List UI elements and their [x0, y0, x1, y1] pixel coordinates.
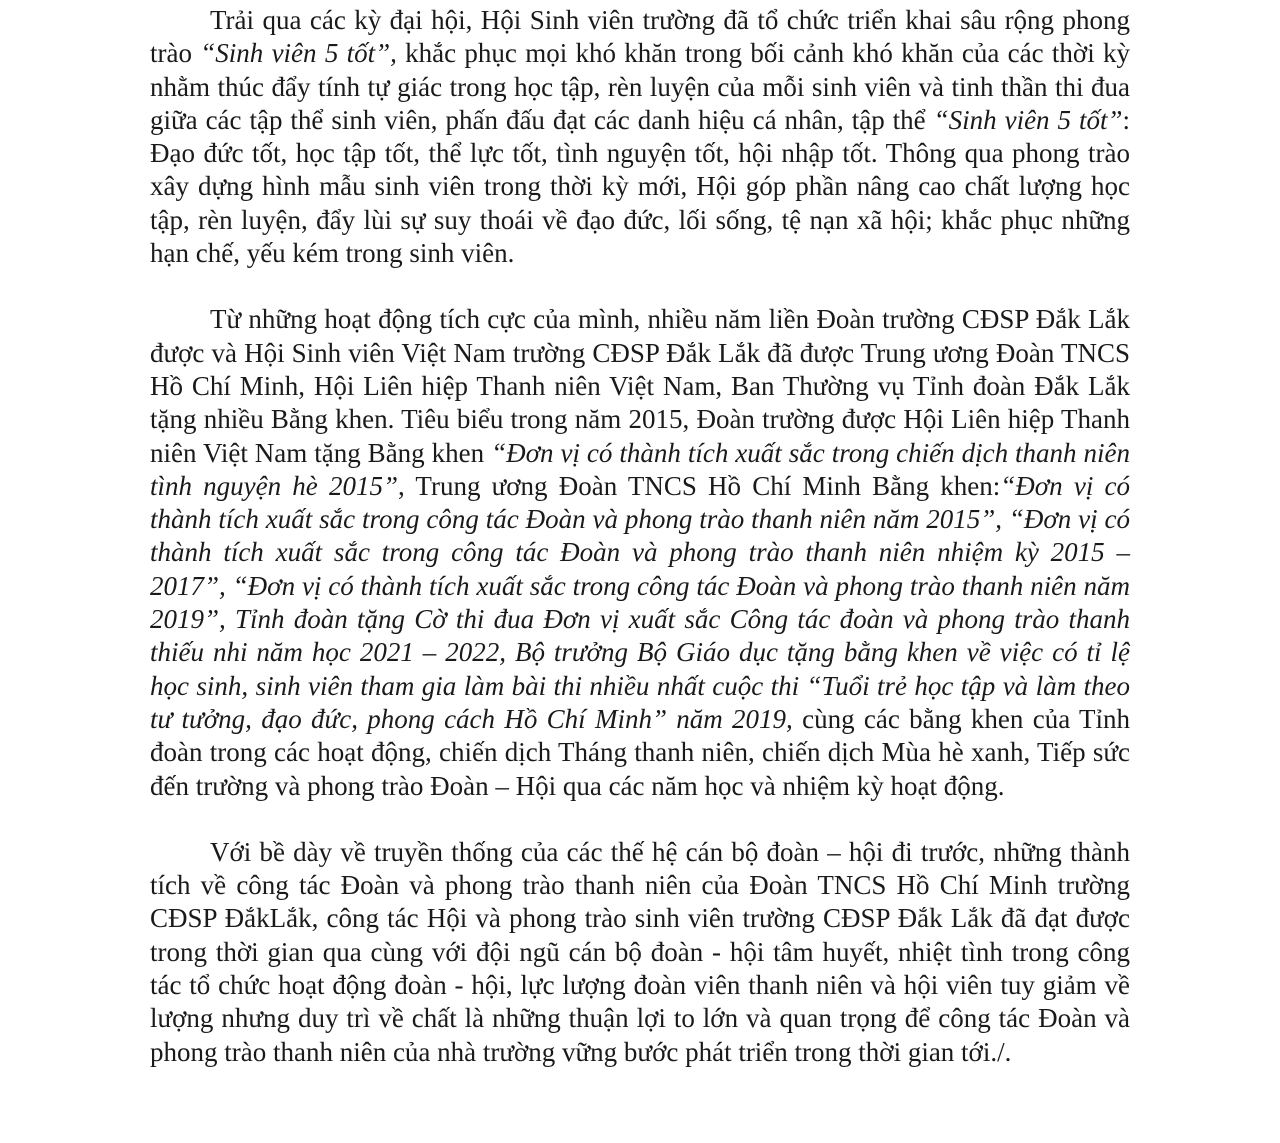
italic-text-segment: “Sinh viên 5 tốt”, [200, 38, 397, 69]
text-segment: Với bề dày về truyền thống của các thế hệ cán bộ đoàn – hội đi trước, những thành tích về công tác Đoàn và phong trào thanh niên của Đoàn TNCS Hồ Chí Minh trường CĐSP ĐắkLắk, công tác Hội và phong trào sinh viên trường CĐSP Đắk Lắk đã đạt được trong thời gian qua cùng với đội ngũ cán bộ đoàn - hội tâm huyết, nhiệt tình trong công tác tổ chức hoạt động đoàn - hội, lực lượng đoàn viên thanh niên và hội viên tuy giảm về lượng nhưng duy trì về chất là những thuận lợi to lớn và quan trọng để công tác Đoàn và phong trào thanh niên của nhà trường vững bước phát triển trong thời gian tới./. [150, 836, 1130, 1067]
italic-text-segment: “Đơn vị có thành tích xuất sắc trong chiến dịch thanh niên tình nguyện hè 2015” [150, 437, 1130, 501]
text-segment: cùng các bằng khen của Tỉnh đoàn trong các hoạt động, chiến dịch Tháng thanh niên, chiến dịch Mùa hè xanh, Tiếp sức đến trường và phong trào Đoàn – Hội qua các năm học và nhiệm kỳ hoạt động. [150, 703, 1130, 801]
text-segment: , Trung ương Đoàn TNCS Hồ Chí Minh Bằng khen: [397, 470, 1001, 501]
text-segment: : Đạo đức tốt, học tập tốt, thể lực tốt, tình nguyện tốt, hội nhập tốt. Thông qua phong trào xây dựng hình mẫu sinh viên trong thời kỳ mới, Hội góp phần nâng cao chất lượng học tập, rèn luyện, đẩy lùi sự suy thoái về đạo đức, lối sống, tệ nạn xã hội; khắc phục những hạn chế, yếu kém trong sinh viên. [150, 104, 1130, 269]
paragraph-2 [150, 303, 1130, 802]
paragraph-1 [150, 4, 1130, 270]
italic-text-segment: “Đơn vị có thành tích xuất sắc trong công tác Đoàn và phong trào thanh niên năm 2015”, “Đơn vị có thành tích xuất sắc trong công tác Đoàn và phong trào thanh niên nhiệm kỳ 2015 – 2017”, “Đơn vị có thành tích xuất sắc trong công tác Đoàn và phong trào thanh niên năm 2019”, Tỉnh đoàn tặng Cờ thi đua Đơn vị xuất sắc Công tác đoàn và phong trào thanh thiếu nhi năm học 2021 – 2022, Bộ trưởng Bộ Giáo dục tặng bằng khen về việc có tỉ lệ học sinh, sinh viên tham gia làm bài thi nhiều nhất cuộc thi “Tuổi trẻ học tập và làm theo tư tưởng, đạo đức, phong cách Hồ Chí Minh” năm 2019, [150, 470, 1130, 734]
paragraph-3 [150, 836, 1130, 1069]
italic-text-segment: “Sinh viên 5 tốt” [933, 104, 1123, 135]
text-segment: Trải qua các kỳ đại hội, Hội Sinh viên trường đã tổ chức triển khai sâu rộng phong trào [150, 5, 1130, 69]
document-page [150, 4, 1130, 1069]
text-segment: Từ những hoạt động tích cực của mình, nhiều năm liền Đoàn trường CĐSP Đắk Lắk được và Hội Sinh viên Việt Nam trường CĐSP Đắk Lắk đã được Trung ương Đoàn TNCS Hồ Chí Minh, Hội Liên hiệp Thanh niên Việt Nam, Ban Thường vụ Tỉnh đoàn Đắk Lắk tặng nhiều Bằng khen. Tiêu biểu trong năm 2015, Đoàn trường được Hội Liên hiệp Thanh niên Việt Nam tặng Bằng khen [150, 304, 1130, 468]
text-segment: khắc phục mọi khó khăn trong bối cảnh khó khăn của các thời kỳ nhằm thúc đẩy tính tự giác trong học tập, rèn luyện của mỗi sinh viên và tinh thần thi đua giữa các tập thể sinh viên, phấn đấu đạt các danh hiệu cá nhân, tập thể [150, 38, 1130, 135]
